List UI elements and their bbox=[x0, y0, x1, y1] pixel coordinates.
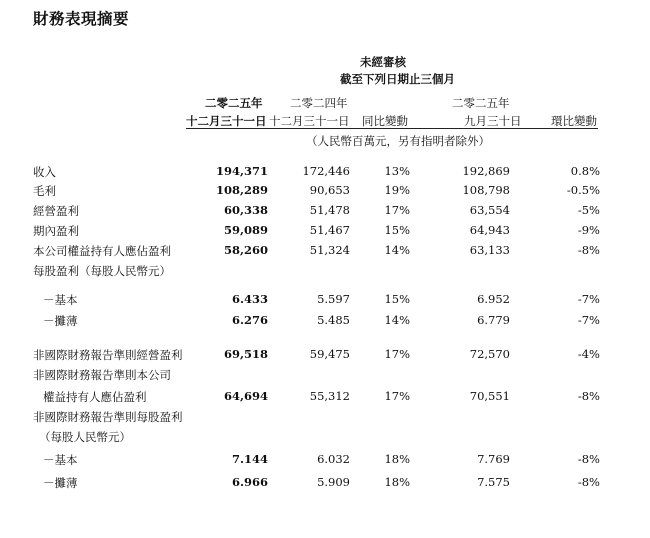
col-prior-year: 51,467 bbox=[309, 223, 350, 237]
row-label: 非國際財務報告準則本公司 bbox=[33, 368, 171, 382]
col-prior-year: 6.032 bbox=[317, 452, 350, 466]
col-qoq-change: 0.8% bbox=[570, 164, 600, 178]
col2-year: 二零二四年 bbox=[290, 96, 348, 110]
col-current-quarter: 6.433 bbox=[231, 292, 268, 306]
col-yoy-change: 19% bbox=[384, 183, 410, 197]
col-prior-year: 172,446 bbox=[302, 164, 350, 178]
col-prior-quarter: 72,570 bbox=[469, 347, 510, 361]
col-yoy-change: 17% bbox=[384, 347, 410, 361]
col-current-quarter: 64,694 bbox=[223, 389, 268, 403]
col4-date: 九月三十日 bbox=[464, 114, 522, 128]
header-rule bbox=[186, 128, 598, 129]
col-qoq-change: -8% bbox=[577, 475, 600, 489]
col-qoq-change: -7% bbox=[577, 292, 600, 306]
col-prior-quarter: 108,798 bbox=[462, 183, 510, 197]
col-yoy-change: 17% bbox=[384, 389, 410, 403]
col-current-quarter: 60,338 bbox=[223, 203, 268, 217]
col-current-quarter: 194,371 bbox=[215, 164, 268, 178]
col-current-quarter: 7.144 bbox=[231, 452, 268, 466]
col-current-quarter: 69,518 bbox=[223, 347, 268, 361]
col-current-quarter: 6.276 bbox=[231, 313, 268, 327]
col-yoy-change: 15% bbox=[384, 292, 410, 306]
col-yoy-change: 14% bbox=[384, 313, 410, 327]
col-current-quarter: 108,289 bbox=[215, 183, 268, 197]
col-prior-year: 51,324 bbox=[309, 243, 350, 257]
row-label: 毛利 bbox=[33, 184, 56, 198]
row-label: 每股盈利（每股人民幣元） bbox=[33, 264, 171, 278]
col-qoq-change: -8% bbox=[577, 452, 600, 466]
col-qoq-change: -5% bbox=[577, 203, 600, 217]
col4-year: 二零二五年 bbox=[452, 96, 510, 110]
col-qoq-change: -9% bbox=[577, 223, 600, 237]
col-qoq-change: -4% bbox=[577, 347, 600, 361]
col-yoy-change: 18% bbox=[384, 452, 410, 466]
col-qoq-change: -7% bbox=[577, 313, 600, 327]
col-prior-quarter: 70,551 bbox=[469, 389, 510, 403]
col-qoq-change: -8% bbox=[577, 243, 600, 257]
row-label: 收入 bbox=[33, 165, 56, 179]
col-prior-year: 5.909 bbox=[317, 475, 350, 489]
row-label: 權益持有人應佔盈利 bbox=[43, 390, 147, 404]
header-unaudited: 未經審核 bbox=[360, 55, 406, 69]
col-prior-year: 59,475 bbox=[309, 347, 350, 361]
col-current-quarter: 6.966 bbox=[231, 475, 268, 489]
col-yoy-change: 13% bbox=[384, 164, 410, 178]
col-prior-quarter: 63,133 bbox=[469, 243, 510, 257]
page-title: 財務表現摘要 bbox=[33, 10, 130, 28]
row-label: 本公司權益持有人應佔盈利 bbox=[33, 244, 171, 258]
col-yoy-change: 15% bbox=[384, 223, 410, 237]
col-prior-quarter: 6.779 bbox=[477, 313, 510, 327]
col-current-quarter: 59,089 bbox=[223, 223, 268, 237]
col5-header: 環比變動 bbox=[551, 114, 597, 128]
col-prior-quarter: 192,869 bbox=[462, 164, 510, 178]
col-qoq-change: -0.5% bbox=[566, 183, 600, 197]
row-label: 非國際財務報告準則每股盈利 bbox=[33, 410, 183, 424]
row-label: －攤薄 bbox=[43, 476, 78, 490]
row-label: －基本 bbox=[43, 453, 78, 467]
row-label: 非國際財務報告準則經營盈利 bbox=[33, 348, 183, 362]
col2-date: 十二月三十一日 bbox=[269, 114, 350, 128]
col1-date: 十二月三十一日 bbox=[186, 114, 267, 128]
col-prior-year: 5.597 bbox=[317, 292, 350, 306]
row-label: 期內盈利 bbox=[33, 224, 79, 238]
col-prior-year: 55,312 bbox=[309, 389, 350, 403]
col-yoy-change: 14% bbox=[384, 243, 410, 257]
col-prior-quarter: 7.575 bbox=[477, 475, 510, 489]
col-yoy-change: 18% bbox=[384, 475, 410, 489]
col3-header: 同比變動 bbox=[362, 114, 408, 128]
unit-note: （人民幣百萬元，另有指明者除外） bbox=[306, 134, 490, 148]
col-current-quarter: 58,260 bbox=[223, 243, 268, 257]
col-prior-quarter: 6.952 bbox=[477, 292, 510, 306]
col-prior-year: 5.485 bbox=[317, 313, 350, 327]
row-label: （每股人民幣元） bbox=[39, 430, 131, 444]
row-label: －基本 bbox=[43, 293, 78, 307]
col-prior-year: 90,653 bbox=[309, 183, 350, 197]
col-prior-quarter: 64,943 bbox=[469, 223, 510, 237]
col1-year: 二零二五年 bbox=[205, 96, 263, 110]
header-period: 截至下列日期止三個月 bbox=[340, 72, 455, 86]
row-label: 經營盈利 bbox=[33, 204, 79, 218]
row-label: －攤薄 bbox=[43, 314, 78, 328]
col-prior-quarter: 7.769 bbox=[477, 452, 510, 466]
col-prior-quarter: 63,554 bbox=[469, 203, 510, 217]
col-qoq-change: -8% bbox=[577, 389, 600, 403]
col-yoy-change: 17% bbox=[384, 203, 410, 217]
col-prior-year: 51,478 bbox=[309, 203, 350, 217]
